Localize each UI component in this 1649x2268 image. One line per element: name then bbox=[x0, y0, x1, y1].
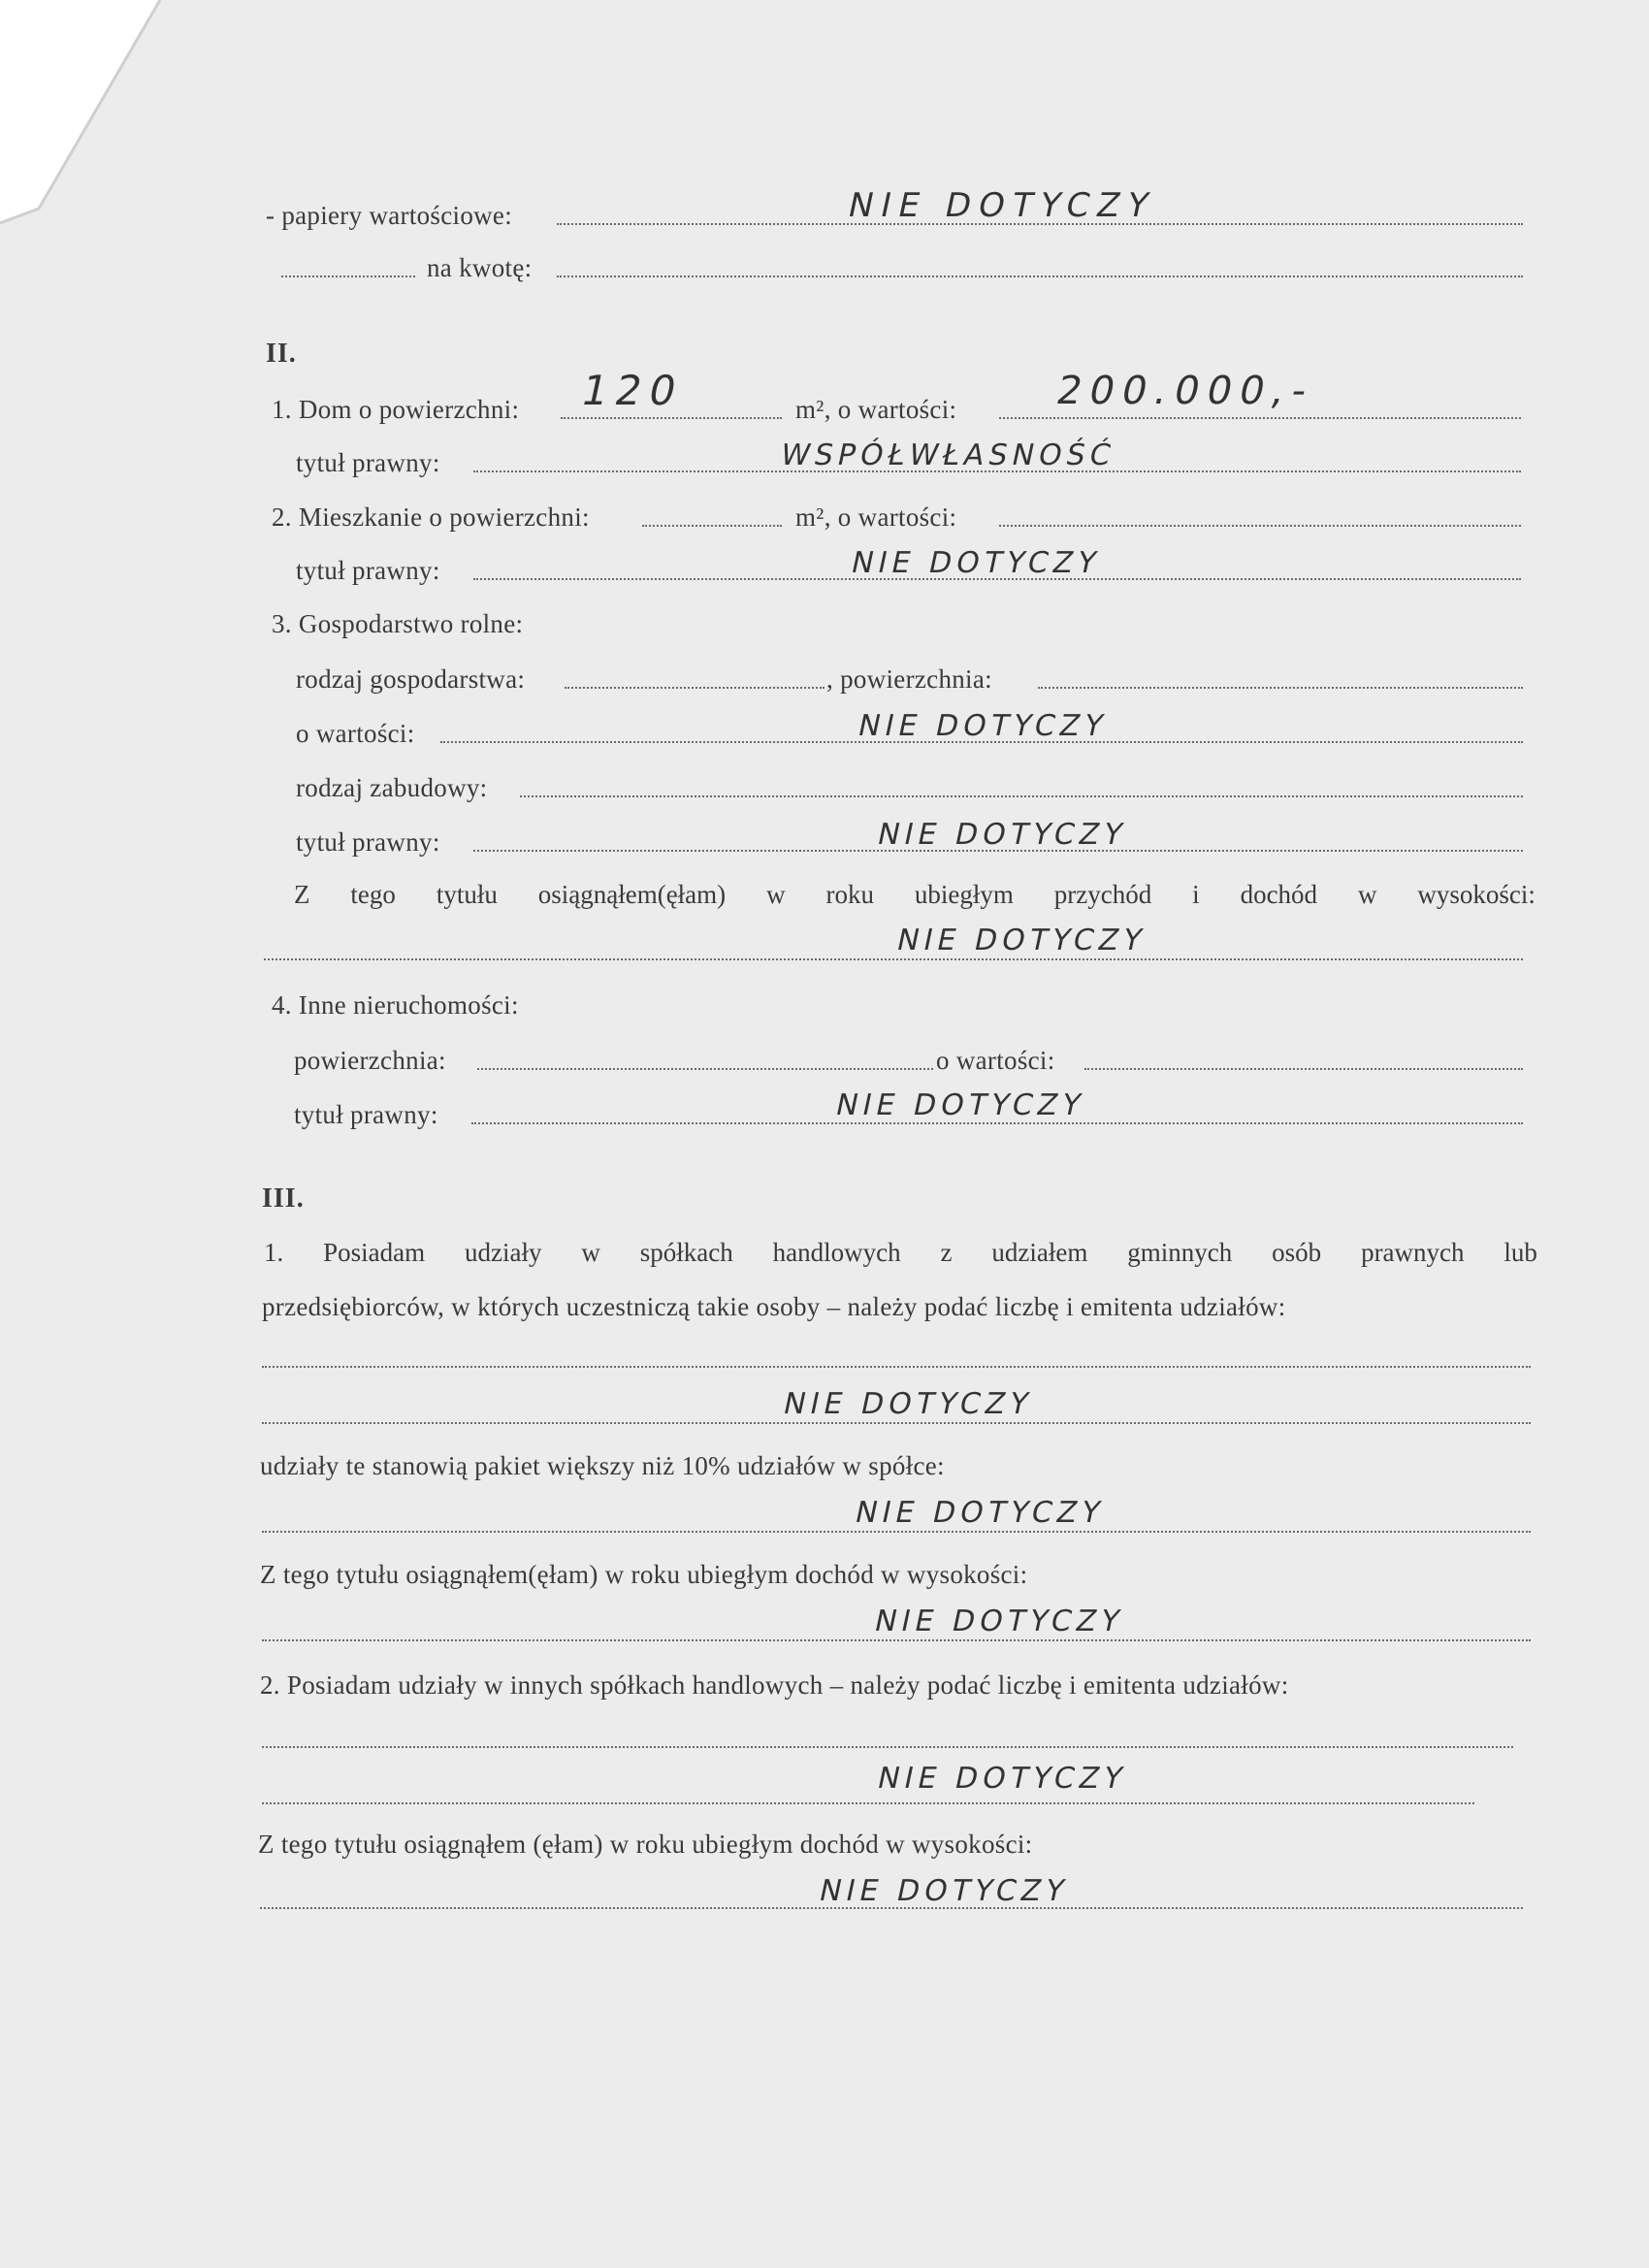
shares-word: prawnych bbox=[1361, 1238, 1465, 1267]
farm-income-word: wysokości: bbox=[1417, 880, 1536, 909]
farm-title-value: NIE DOTYCZY bbox=[874, 818, 1131, 852]
farm-buildings-label: rodzaj zabudowy: bbox=[296, 773, 488, 802]
farm-area-dots bbox=[1038, 687, 1523, 689]
section-ii-heading: II. bbox=[266, 339, 297, 369]
house-area-dots bbox=[561, 417, 782, 419]
package-value: NIE DOTYCZY bbox=[852, 1496, 1109, 1530]
shares-word: osób bbox=[1272, 1238, 1322, 1267]
other-shares-value: NIE DOTYCZY bbox=[874, 1762, 1131, 1796]
shares-word: Posiadam bbox=[323, 1238, 426, 1267]
securities-value: NIE DOTYCZY bbox=[844, 186, 1160, 225]
farm-income-word: tego bbox=[350, 880, 396, 909]
package-dots bbox=[262, 1531, 1531, 1533]
farm-income-word: ubiegłym bbox=[914, 880, 1014, 909]
other-shares-dots-2 bbox=[262, 1802, 1474, 1804]
flat-title-value: NIE DOTYCZY bbox=[848, 546, 1105, 580]
house-label: 1. Dom o powierzchni: bbox=[272, 395, 520, 424]
farm-value-label: o wartości: bbox=[296, 719, 415, 748]
other-area-label: powierzchnia: bbox=[294, 1046, 446, 1075]
flat-label: 2. Mieszkanie o powierzchni: bbox=[272, 502, 590, 532]
shares-dots-2 bbox=[262, 1422, 1531, 1424]
amount-prefix-dots bbox=[281, 275, 415, 277]
flat-value-dots bbox=[999, 525, 1521, 527]
farm-label: 3. Gospodarstwo rolne: bbox=[272, 609, 524, 638]
house-m2-label: m², o wartości: bbox=[795, 395, 957, 424]
farm-income-word: roku bbox=[825, 880, 874, 909]
shares-dots-1 bbox=[262, 1366, 1531, 1368]
farm-income-word: i bbox=[1192, 880, 1200, 909]
shares-sentence-line2: przedsiębiorców, w których uczestniczą takie osoby – należy podać liczbę i emitenta udziałów: bbox=[262, 1292, 1286, 1321]
farm-type-label: rodzaj gospodarstwa: bbox=[296, 664, 526, 694]
other-title-label: tytuł prawny: bbox=[294, 1100, 438, 1129]
farm-income-word: tytułu bbox=[436, 880, 498, 909]
farm-income-value: NIE DOTYCZY bbox=[893, 923, 1150, 957]
amount-dotted-line bbox=[557, 275, 1523, 277]
income-value: NIE DOTYCZY bbox=[871, 1604, 1128, 1638]
house-title-value: WSPÓŁWŁASNOŚĆ bbox=[777, 438, 1119, 472]
farm-title-label: tytuł prawny: bbox=[296, 827, 440, 857]
other-income-value: NIE DOTYCZY bbox=[816, 1874, 1073, 1908]
shares-word: w bbox=[581, 1238, 600, 1267]
shares-word: lub bbox=[1504, 1238, 1537, 1267]
section-iii-heading: III. bbox=[262, 1183, 305, 1214]
farm-income-word: w bbox=[1357, 880, 1377, 909]
amount-label: na kwotę: bbox=[427, 253, 533, 282]
shares-word: gminnych bbox=[1127, 1238, 1233, 1267]
shares-word: 1. bbox=[264, 1238, 284, 1267]
farm-income-dots bbox=[264, 958, 1523, 960]
other-area-dots bbox=[477, 1068, 933, 1070]
house-title-label: tytuł prawny: bbox=[296, 448, 440, 477]
shares-value: NIE DOTYCZY bbox=[780, 1387, 1037, 1421]
farm-income-sentence bbox=[294, 880, 1536, 909]
shares-sentence-line1 bbox=[264, 1238, 1537, 1267]
shares-word: handlowych bbox=[772, 1238, 901, 1267]
other-income-label: Z tego tytułu osiągnąłem (ęłam) w roku ubiegłym dochód w wysokości: bbox=[258, 1830, 1033, 1859]
flat-area-dots bbox=[642, 525, 782, 527]
farm-value: NIE DOTYCZY bbox=[855, 709, 1112, 743]
shares-word: udziały bbox=[465, 1238, 542, 1267]
farm-buildings-dots bbox=[520, 795, 1523, 797]
other-property-label: 4. Inne nieruchomości: bbox=[272, 990, 519, 1020]
shares-word: spółkach bbox=[639, 1238, 733, 1267]
income-dots bbox=[262, 1639, 1531, 1641]
other-title-value: NIE DOTYCZY bbox=[832, 1088, 1089, 1122]
other-shares-label: 2. Posiadam udziały w innych spółkach handlowych – należy podać liczbę i emitenta udziałów: bbox=[260, 1670, 1289, 1700]
farm-income-word: Z bbox=[294, 880, 310, 909]
house-area-value: 120 bbox=[576, 367, 689, 414]
farm-income-word: dochód bbox=[1240, 880, 1318, 909]
package-label: udziały te stanowią pakiet większy niż 10% udziałów w spółce: bbox=[260, 1451, 945, 1480]
farm-income-word: osiągnąłem(ęłam) bbox=[537, 880, 727, 909]
farm-type-dots bbox=[565, 687, 824, 689]
house-value-dots bbox=[999, 417, 1521, 419]
other-value-dots bbox=[1084, 1068, 1523, 1070]
house-value: 200.000,- bbox=[1052, 369, 1319, 413]
other-shares-dots-1 bbox=[262, 1746, 1513, 1748]
flat-title-label: tytuł prawny: bbox=[296, 556, 440, 585]
income-label: Z tego tytułu osiągnąłem(ęłam) w roku ubiegłym dochód w wysokości: bbox=[260, 1560, 1028, 1589]
shares-word: z bbox=[940, 1238, 953, 1267]
farm-income-word: przychód bbox=[1053, 880, 1152, 909]
other-value-label: o wartości: bbox=[936, 1046, 1055, 1075]
farm-income-word: w bbox=[766, 880, 786, 909]
securities-label: - papiery wartościowe: bbox=[266, 201, 513, 230]
farm-area-label: , powierzchnia: bbox=[826, 664, 992, 694]
shares-word: udziałem bbox=[991, 1238, 1088, 1267]
flat-m2-label: m², o wartości: bbox=[795, 502, 957, 532]
